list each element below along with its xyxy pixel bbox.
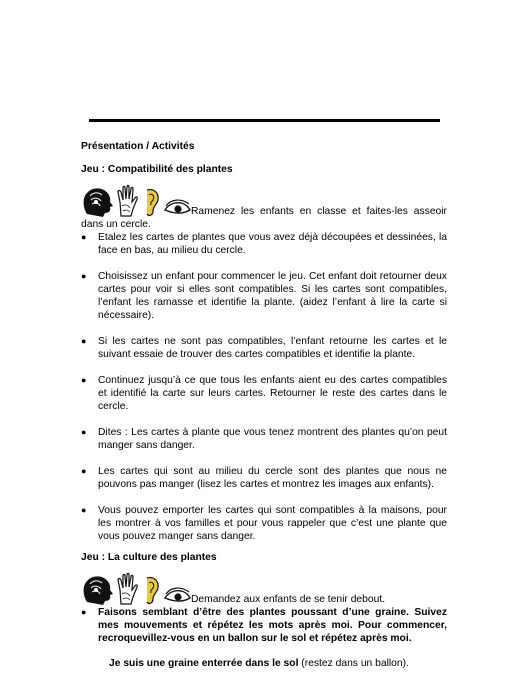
- list-item: ● Choisissez un enfant pour commencer le jeu. Cet enfant doit retourner deux cartes pour voir si elles sont compatibles. Si les cartes sont compatibles, l’enfant les ramasse et identifie la plante. (aidez l’enfant à lire la carte si nécessaire).: [81, 271, 447, 321]
- bullet-icon: ●: [81, 271, 87, 281]
- list-item: ● Dites : Les cartes à plante que vous tenez montrent des plantes qu’on peut manger sans danger.: [81, 427, 447, 451]
- game2-intro-text: Demandez aux enfants de se tenir debout.: [191, 594, 386, 605]
- list-item: ● Etalez les cartes de plantes que vous avez déjà découpées et dessinées, la face en bas, au milieu du cercle.: [81, 232, 447, 256]
- game1-title: Jeu : Compatibilité des plantes: [81, 164, 233, 175]
- game2-intro: [81, 572, 447, 606]
- eye-icon: [165, 200, 190, 213]
- game1-intro-text: Ramenez les enfants en classe et faites-les asseoir dans un cercle.: [81, 206, 447, 230]
- top-rule: [89, 119, 440, 122]
- document-body: [81, 140, 447, 680]
- seed-line: [81, 657, 447, 670]
- bullet-icon: ●: [81, 505, 87, 515]
- bullet-icon: ●: [81, 607, 87, 617]
- game1-intro: [81, 184, 447, 231]
- bullet-icon: ●: [81, 232, 87, 242]
- bullet-icon: ●: [81, 336, 87, 346]
- game2-title: Jeu : La culture des plantes: [81, 552, 217, 563]
- list-item: ● Vous pouvez emporter les cartes qui sont compatibles à la maisons, pour les montrer à vos familles et pour vous rappeler que c’est une plante que vous pouvez manger sans danger.: [81, 505, 447, 542]
- seed-line-normal: (restez dans un ballon).: [298, 658, 409, 669]
- hand-icon: [118, 186, 137, 217]
- senses-icons: [81, 572, 191, 606]
- head-profile-icon: [84, 576, 113, 605]
- bullet-icon: ●: [81, 427, 87, 437]
- seed-line-bold: Je suis une graine enterrée dans le sol: [109, 658, 299, 669]
- list-item: ● Continuez jusqu’à ce que tous les enfants aient eu des cartes compatibles et identifié la carte sur leurs cartes. Retourner le reste des cartes dans le cercle.: [81, 375, 447, 412]
- bullet-icon: ●: [81, 375, 87, 385]
- section-title: Présentation / Activités: [81, 141, 195, 152]
- eye-icon: [165, 588, 190, 601]
- list-item: ● Les cartes qui sont au milieu du cercle sont des plantes que nous ne pouvons pas manger (lisez les cartes et montrez les images aux enfants).: [81, 466, 447, 490]
- head-profile-icon: [84, 188, 113, 217]
- list-item: ● Si les cartes ne sont pas compatibles, l’enfant retourne les cartes et le suivant essaie de trouver des cartes compatibles et identifie la plante.: [81, 336, 447, 360]
- ear-icon: [147, 578, 158, 604]
- game2-steps: [81, 606, 447, 645]
- list-item: ● Faisons semblant d’être des plantes poussant d’une graine. Suivez mes mouvements et répétez les mots après moi. Pour commencer, recroquevillez-vous en un ballon sur le sol et répétez après moi.: [81, 607, 447, 644]
- ear-icon: [147, 190, 158, 216]
- game1-steps: [81, 231, 447, 543]
- hand-icon: [118, 574, 137, 605]
- senses-icons: [81, 184, 191, 218]
- bullet-icon: ●: [81, 466, 87, 476]
